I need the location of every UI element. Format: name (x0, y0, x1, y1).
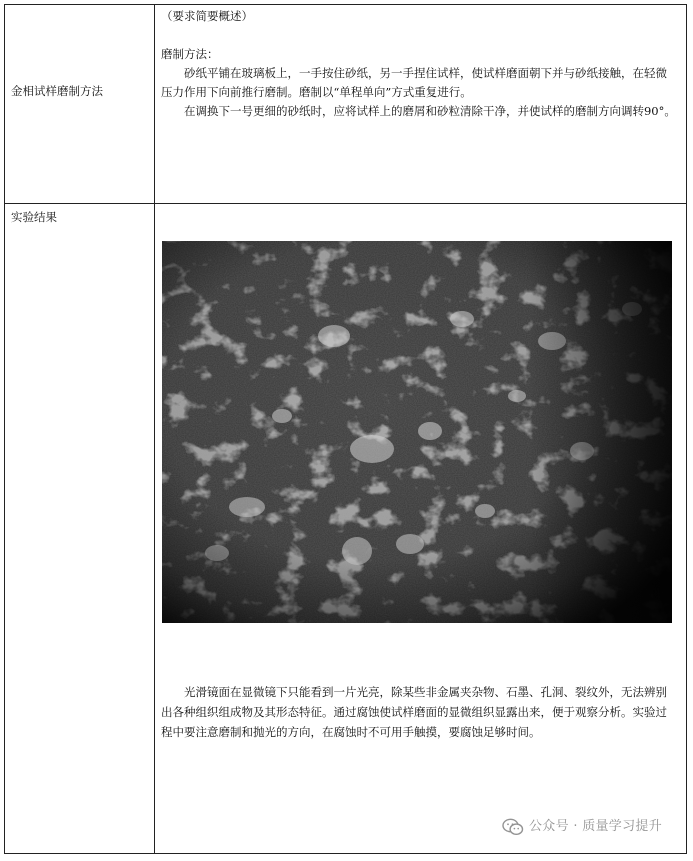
method-label: 金相试样磨制方法 (11, 84, 103, 98)
experiment-table (4, 4, 687, 854)
method-label-cell (5, 5, 155, 203)
microstructure-svg (162, 241, 672, 623)
method-paragraph-2: 在调换下一号更细的砂纸时，应将试样上的磨屑和砂粒清除干净，并使试样的磨制方向调转90°。 (184, 104, 676, 118)
blank-line (161, 26, 678, 45)
results-label-cell (5, 204, 155, 854)
method-title: 磨制方法： (161, 47, 219, 61)
results-paragraph: 光滑镜面在显微镜下只能看到一片光亮，除某些非金属夹杂物、石墨、孔洞、裂纹外，无法辨别出各种组织组成物及其形态特征。通过腐蚀使试样磨面的显微组织显露出来，便于观察分析。实验过程中要注意磨制和抛光的方向，在腐蚀时不可用手触摸，要腐蚀足够时间。 (161, 685, 667, 739)
watermark (502, 817, 662, 836)
requirements-note: （要求简要概述） (161, 9, 253, 23)
results-label: 实验结果 (11, 210, 57, 224)
method-row (5, 5, 686, 204)
microstructure-image (162, 241, 672, 623)
results-description (161, 682, 676, 742)
method-paragraph-1: 砂纸平铺在玻璃板上，一手按住砂纸，另一手捏住试样，使试样磨面朝下并与砂纸接触，在轻微压力作用下向前推行磨制。磨制以“单程单向”方式重复进行。 (161, 66, 667, 99)
watermark-text: 公众号 · 质量学习提升 (529, 819, 662, 834)
wechat-icon (502, 818, 524, 836)
method-content-cell (155, 5, 686, 203)
results-content-cell (155, 204, 686, 854)
results-row (5, 204, 686, 854)
